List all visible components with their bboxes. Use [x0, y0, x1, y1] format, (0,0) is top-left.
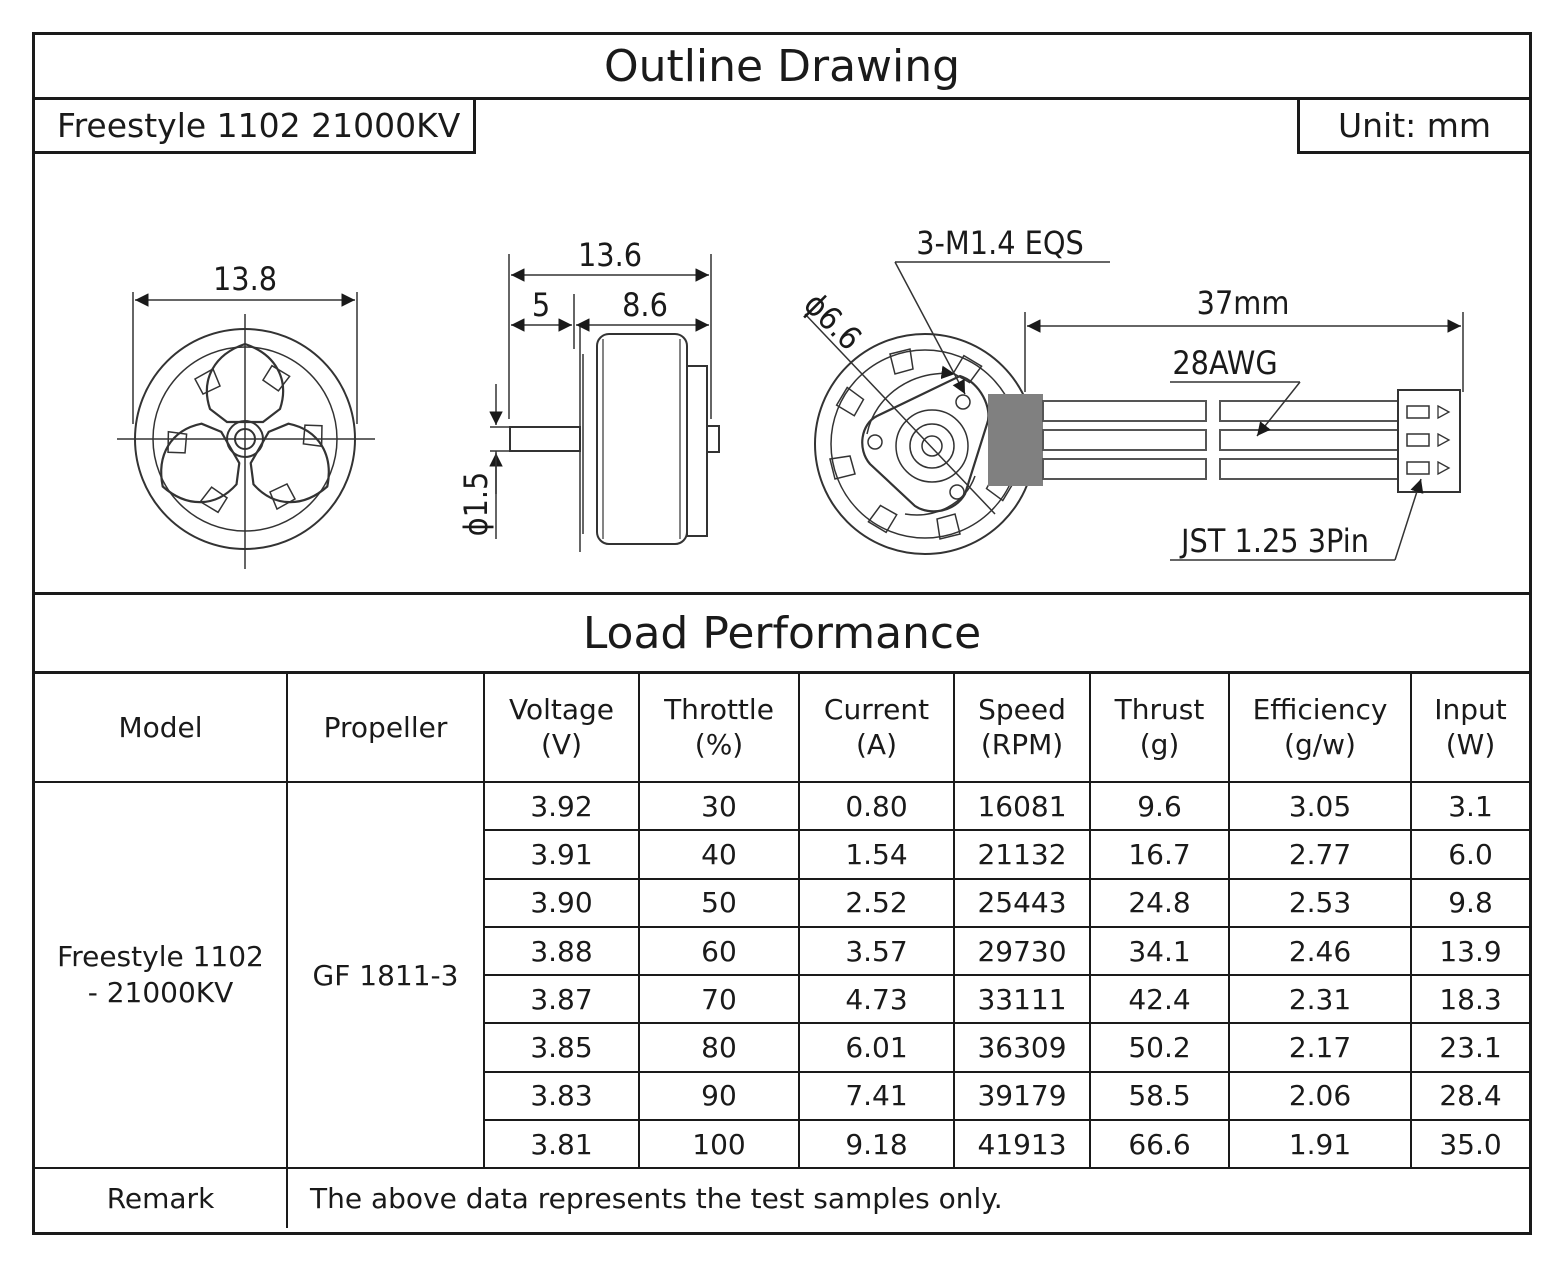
- header-model: Model: [35, 673, 287, 782]
- cell-input: 35.0: [1411, 1120, 1529, 1168]
- cell-efficiency: 2.31: [1229, 975, 1411, 1023]
- dimension-wire-length: 37mm: [1196, 284, 1290, 322]
- cell-input: 6.0: [1411, 830, 1529, 878]
- cell-efficiency: 3.05: [1229, 782, 1411, 830]
- cell-speed: 21132: [954, 830, 1090, 878]
- cell-speed: 29730: [954, 927, 1090, 975]
- outline-drawing: [35, 154, 1529, 592]
- cell-input: 23.1: [1411, 1023, 1529, 1071]
- cell-efficiency: 2.46: [1229, 927, 1411, 975]
- cell-voltage: 3.85: [484, 1023, 639, 1071]
- wire-sleeve: [988, 394, 1043, 486]
- cell-voltage: 3.91: [484, 830, 639, 878]
- cell-current: 0.80: [799, 782, 954, 830]
- model-cell: Freestyle 1102 - 21000KV: [35, 782, 287, 1168]
- cell-thrust: 50.2: [1090, 1023, 1229, 1071]
- cell-input: 18.3: [1411, 975, 1529, 1023]
- cell-current: 9.18: [799, 1120, 954, 1168]
- motor-wires: [1043, 401, 1398, 479]
- propeller-cell: GF 1811-3: [287, 782, 484, 1168]
- cell-throttle: 50: [639, 879, 799, 927]
- cell-speed: 41913: [954, 1120, 1090, 1168]
- cell-thrust: 66.6: [1090, 1120, 1229, 1168]
- cell-speed: 33111: [954, 975, 1090, 1023]
- table-row: [35, 782, 1529, 830]
- header-voltage: Voltage (V): [484, 673, 639, 782]
- cell-current: 7.41: [799, 1072, 954, 1120]
- cell-efficiency: 2.77: [1229, 830, 1411, 878]
- cell-input: 28.4: [1411, 1072, 1529, 1120]
- dimension-length-shaft: 5: [531, 286, 551, 324]
- cell-current: 4.73: [799, 975, 954, 1023]
- motor-shaft: [510, 427, 580, 451]
- dimension-length-body: 8.6: [622, 286, 668, 324]
- header-speed: Speed (RPM): [954, 673, 1090, 782]
- wire-gauge-label: 28AWG: [1172, 344, 1278, 382]
- load-performance-table: [35, 673, 1529, 1228]
- cell-thrust: 24.8: [1090, 879, 1229, 927]
- remark-row: [35, 1168, 1529, 1228]
- cell-current: 1.54: [799, 830, 954, 878]
- cell-speed: 39179: [954, 1072, 1090, 1120]
- cell-voltage: 3.83: [484, 1072, 639, 1120]
- header-input: Input (W): [1411, 673, 1529, 782]
- cell-current: 3.57: [799, 927, 954, 975]
- divider: [35, 592, 1529, 595]
- connector-label: JST 1.25 3Pin: [1181, 522, 1369, 560]
- cell-thrust: 34.1: [1090, 927, 1229, 975]
- cell-thrust: 58.5: [1090, 1072, 1229, 1120]
- side-view: [490, 254, 719, 552]
- cell-speed: 16081: [954, 782, 1090, 830]
- jst-connector: [1398, 390, 1460, 492]
- dimension-diameter: 13.8: [212, 260, 278, 298]
- cell-voltage: 3.92: [484, 782, 639, 830]
- header-thrust: Thrust (g): [1090, 673, 1229, 782]
- cell-throttle: 30: [639, 782, 799, 830]
- remark-text: The above data represents the test samples only.: [287, 1168, 1529, 1228]
- header-throttle: Throttle (%): [639, 673, 799, 782]
- cell-throttle: 90: [639, 1072, 799, 1120]
- remark-label: Remark: [35, 1168, 287, 1228]
- model-label: Freestyle 1102 21000KV: [35, 99, 476, 154]
- dimension-length-total: 13.6: [577, 236, 643, 274]
- cell-input: 13.9: [1411, 927, 1529, 975]
- cell-throttle: 80: [639, 1023, 799, 1071]
- cell-thrust: 9.6: [1090, 782, 1229, 830]
- cell-current: 6.01: [799, 1023, 954, 1071]
- cell-efficiency: 1.91: [1229, 1120, 1411, 1168]
- dimension-shaft-diameter: ϕ1.5: [457, 471, 495, 537]
- cell-throttle: 60: [639, 927, 799, 975]
- cell-voltage: 3.90: [484, 879, 639, 927]
- front-view: [117, 292, 375, 569]
- cell-efficiency: 2.17: [1229, 1023, 1411, 1071]
- header-current: Current (A): [799, 673, 954, 782]
- cell-throttle: 40: [639, 830, 799, 878]
- cell-speed: 25443: [954, 879, 1090, 927]
- cell-speed: 36309: [954, 1023, 1090, 1071]
- unit-label: Unit: mm: [1297, 99, 1529, 154]
- spec-sheet: [32, 32, 1532, 1235]
- dimension-screws: 3-M1.4 EQS: [916, 224, 1084, 262]
- header-propeller: Propeller: [287, 673, 484, 782]
- cell-input: 9.8: [1411, 879, 1529, 927]
- cell-voltage: 3.87: [484, 975, 639, 1023]
- cell-thrust: 16.7: [1090, 830, 1229, 878]
- cell-voltage: 3.81: [484, 1120, 639, 1168]
- header-efficiency: Efficiency (g/w): [1229, 673, 1411, 782]
- cell-voltage: 3.88: [484, 927, 639, 975]
- outline-title: Outline Drawing: [603, 41, 961, 92]
- cell-input: 3.1: [1411, 782, 1529, 830]
- cell-throttle: 100: [639, 1120, 799, 1168]
- cell-throttle: 70: [639, 975, 799, 1023]
- dimension-mount-circle: ϕ6.6: [796, 284, 870, 358]
- cell-current: 2.52: [799, 879, 954, 927]
- cell-efficiency: 2.06: [1229, 1072, 1411, 1120]
- performance-title: Load Performance: [582, 608, 982, 659]
- cell-efficiency: 2.53: [1229, 879, 1411, 927]
- table-header-row: [35, 673, 1529, 782]
- cell-thrust: 42.4: [1090, 975, 1229, 1023]
